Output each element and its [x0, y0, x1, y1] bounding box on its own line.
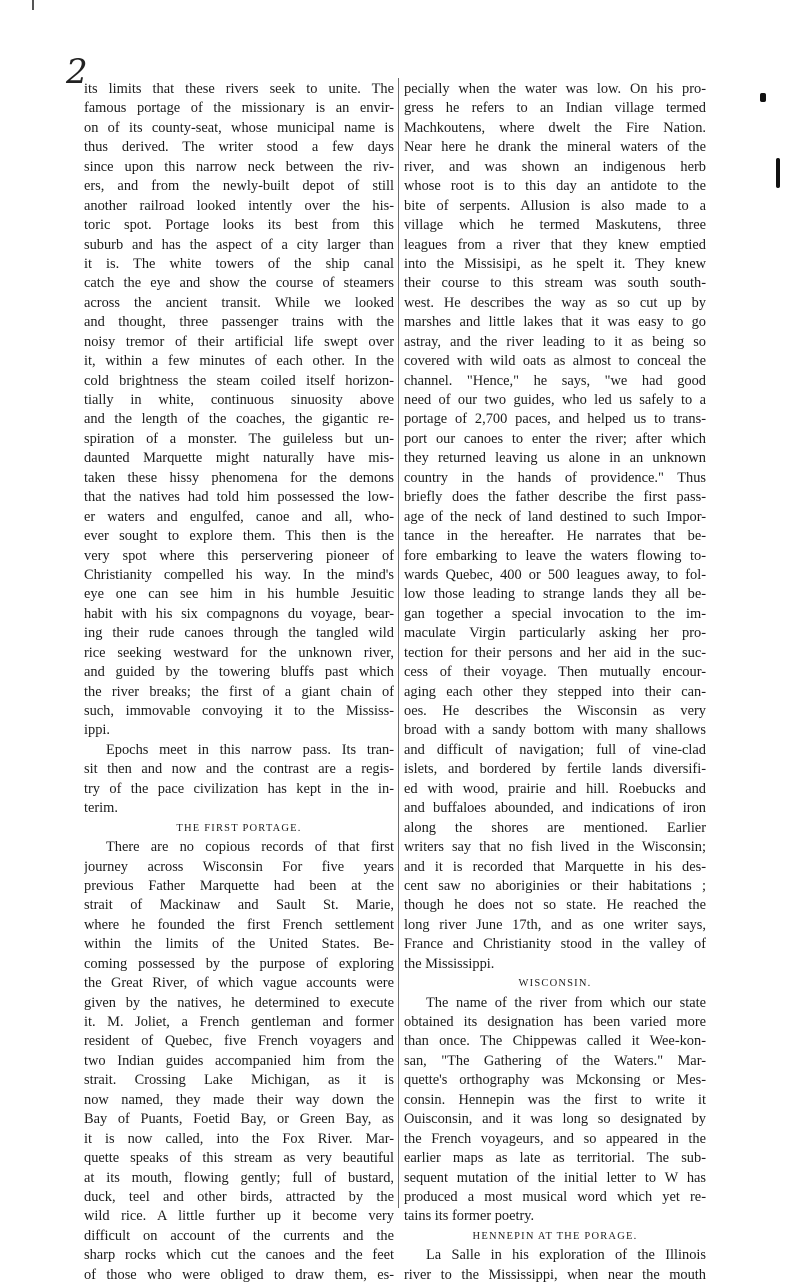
text-line: bite of serpents. Allusion is also made to a — [404, 197, 706, 214]
text-line: covered with wild oats as almost to conceal the — [404, 353, 706, 370]
text-line: wards Quebec, 400 or 500 leagues away, to fol- — [404, 566, 706, 583]
text-line: now named, they made their way down the — [84, 1091, 394, 1108]
text-line: islets, and bordered by fertile lands diversifi- — [404, 761, 706, 778]
text-line: sequent mutation of the initial letter to W has — [404, 1169, 706, 1186]
text-line: Epochs meet in this narrow pass. Its tran- — [106, 741, 394, 758]
text-line: toric spot. Portage looks its best from this — [84, 217, 394, 234]
text-line: cold brightness the steam coiled itself horizon- — [84, 372, 394, 389]
text-line: taken these hissy phenomena for the demons — [84, 469, 394, 486]
text-line: at its mouth, flowing gently; full of bustard, — [84, 1169, 394, 1186]
margin-ink-mark — [760, 93, 766, 102]
text-line: low those leading to strange lands they all be- — [404, 586, 706, 603]
page-number: 2 — [66, 52, 88, 92]
text-line: the Mississippi. — [404, 955, 495, 972]
text-line: and the length of the coaches, the gigantic re- — [84, 411, 394, 428]
text-line: and guided by the towering bluffs past which — [84, 664, 394, 681]
text-line: the French voyageurs, and so appeared in the — [404, 1130, 706, 1147]
text-line: eye one can see him in his humble Jesuitic — [84, 586, 394, 603]
text-line: whose root is to this day an antidote to the — [404, 178, 706, 195]
text-line: Machkoutens, where dwelt the Fire Nation. — [404, 119, 706, 136]
text-line: fore embarking to leave the waters flowing to- — [404, 547, 706, 564]
text-line: than once. The Chippewas called it Wee-kon- — [404, 1033, 706, 1050]
text-line: given by the natives, he determined to execute — [84, 994, 394, 1011]
text-line: daunted Marquette might naturally have mis- — [84, 450, 394, 467]
text-line: earlier maps as late as territorial. The sub- — [404, 1150, 706, 1167]
text-line: spiration of a monster. The guileless but un- — [84, 430, 394, 447]
text-line: it is now called, into the Fox River. Mar- — [84, 1130, 394, 1147]
text-line: famous portage of the missionary is an envir- — [84, 100, 394, 117]
text-line: marshes and little lakes that it was easy to go — [404, 314, 706, 331]
text-line: that the natives had told him possessed the low- — [84, 489, 394, 506]
text-line: sharp rocks which cut the canoes and the feet — [84, 1247, 394, 1264]
text-line: writers say that no fish lived in the Wisconsin; — [404, 839, 706, 856]
text-line: ers, and from the newly-built depot of still — [84, 178, 394, 195]
section-heading: THE FIRST PORTAGE. — [176, 822, 302, 834]
text-line: tance in the hereafter. He narrates that be- — [404, 528, 706, 545]
text-line: the river breaks; the first of a giant chain of — [84, 683, 394, 700]
text-line: within the limits of the United States. Be- — [84, 936, 394, 953]
text-line: the Great River, of which vague accounts were — [84, 975, 394, 992]
text-line: gress he refers to an Indian village termed — [404, 100, 706, 117]
text-line: west. He describes the way as so cut up by — [404, 294, 706, 311]
text-line: on of its county-seat, whose municipal name is — [84, 119, 394, 136]
text-line: though he does not so state. He reached the — [404, 897, 706, 914]
text-line: cess of their voyage. Then mutually encour- — [404, 664, 706, 681]
text-line: thus derived. The writer stood a few days — [84, 139, 394, 156]
text-line: of those who were obliged to draw them, es- — [84, 1266, 394, 1283]
text-line: tection for their persons and her aid in the suc- — [404, 644, 706, 661]
text-line: channel. "Hence," he says, "we had good — [404, 372, 706, 389]
text-line: Near here he drank the mineral waters of the — [404, 139, 706, 156]
text-line: Ouisconsin, and it was long so designated by — [404, 1111, 706, 1128]
text-line: consin. Hennepin was the first to write it — [404, 1091, 706, 1108]
text-line: another railroad looked intently over the his- — [84, 197, 394, 214]
section-heading: WISCONSIN. — [518, 978, 592, 990]
text-line: ed with wood, prairie and hill. Roebucks and — [404, 780, 706, 797]
text-line: Christianity compelled his way. In the mind's — [84, 566, 394, 583]
text-line: oes. He describes the Wisconsin as very — [404, 703, 706, 719]
text-line: produced a most musical word which yet re- — [404, 1188, 706, 1205]
margin-ink-mark — [776, 158, 780, 188]
text-line: river, and was shown an indigenous herb — [404, 158, 706, 175]
column-divider — [398, 78, 399, 1208]
text-line: leagues from a river that they knew emptied — [404, 236, 706, 253]
text-line: difficult on account of the currents and the — [84, 1227, 394, 1244]
text-line: since upon this narrow neck between the riv- — [84, 158, 394, 175]
text-line: duck, teel and other birds, attracted by the — [84, 1188, 394, 1205]
text-line: strait of Mackinaw and Sault St. Marie, — [84, 897, 394, 914]
text-line: they returned leaving us alone in an unknown — [404, 450, 706, 467]
left-column — [84, 80, 394, 1285]
text-line: astray, and the river leading to it as being so — [404, 333, 706, 350]
text-line: and buffaloes abounded, and indications of iron — [404, 800, 706, 817]
text-line: port our canoes to enter the river; after which — [404, 430, 706, 447]
text-line: it is. The white towers of the ship canal — [84, 255, 394, 272]
text-line: sit then and now and the contrast are a regis- — [84, 761, 394, 778]
text-line: ever sought to explore them. This then is the — [84, 528, 394, 545]
text-line: broad with a sandy bottom with many shallows — [404, 722, 706, 739]
text-line: it. M. Joliet, a French gentleman and former — [84, 1014, 394, 1030]
text-line: Bay of Puants, Foetid Bay, or Green Bay, as — [84, 1111, 394, 1128]
text-line: er waters and engulfed, canoe and all, who- — [84, 508, 394, 525]
text-line: La Salle in his exploration of the Illinois — [426, 1247, 706, 1264]
text-line: noisy tremor of their artificial life swept over — [84, 333, 394, 350]
margin-rule — [32, 0, 34, 10]
text-line: tains its former poetry. — [404, 1208, 535, 1225]
text-line: cent saw no aboriginies or their habitations ; — [404, 877, 706, 894]
text-line: and difficult of navigation; full of vine-clad — [404, 741, 706, 758]
text-line: tially in white, continuous sinuosity above — [84, 392, 394, 408]
text-line: aging each other they stepped into their can- — [404, 683, 706, 700]
text-line: resident of Quebec, five French voyagers and — [84, 1033, 394, 1050]
text-line: and thought, three passenger trains with the — [84, 314, 394, 331]
text-line: There are no copious records of that first — [106, 839, 394, 856]
text-line: The name of the river from which our state — [426, 994, 706, 1011]
text-line: village which he termed Maskutens, three — [404, 217, 706, 234]
text-line: age of the neck of land destined to such Impor- — [404, 508, 706, 525]
text-line: journey across Wisconsin For five years — [84, 858, 394, 875]
text-line: and it is recorded that Marquette in his des- — [404, 858, 706, 875]
text-line: quette's orthography was Mckonsing or Mes- — [404, 1072, 706, 1089]
text-line: suburb and has the aspect of a city larger than — [84, 236, 394, 253]
text-line: ippi. — [84, 722, 110, 739]
text-line: quette speaks of this stream as very beautiful — [84, 1150, 394, 1167]
text-line: coming possessed by the purpose of exploring — [84, 955, 394, 972]
text-line: across the ancient transit. While we looked — [84, 294, 394, 311]
text-line: along the shores are mentioned. Earlier — [404, 819, 706, 836]
text-line: pecially when the water was low. On his pro- — [404, 81, 706, 97]
text-line: previous Father Marquette had been at the — [84, 877, 394, 894]
text-line: terim. — [84, 800, 118, 817]
text-line: country in the hands of providence." Thus — [404, 469, 706, 486]
text-line: catch the eye and show the course of steamers — [84, 275, 394, 292]
text-line: very spot where this perservering pioneer of — [84, 547, 394, 564]
text-line: san, "The Gathering of the Waters." Mar- — [404, 1052, 706, 1069]
text-line: habit with his six compagnons du voyage, bear- — [84, 605, 394, 622]
text-line: where he founded the first French settlement — [84, 916, 394, 933]
text-line: ing their rude canoes through the tangled wild — [84, 625, 394, 642]
text-line: rice seeking westward for the unknown river, — [84, 644, 394, 661]
text-line: strait. Crossing Lake Michigan, as it is — [84, 1072, 394, 1089]
text-line: such, immovable convoying it to the Mississ- — [84, 703, 394, 719]
text-line: into the Missisipi, as he spelt it. They knew — [404, 255, 706, 272]
text-line: wild rice. A little further up it become very — [84, 1208, 394, 1225]
text-line: its limits that these rivers seek to unite. The — [84, 81, 394, 97]
text-line: gan together a special invocation to the im- — [404, 605, 706, 622]
text-line: France and Christianity stood in the valley of — [404, 936, 706, 953]
right-column — [404, 80, 706, 1285]
text-line: long river June 17th, and as one writer says, — [404, 916, 706, 933]
text-line: their course to this stream was south south- — [404, 275, 706, 292]
text-line: portage of 2,700 paces, and helped us to trans- — [404, 411, 706, 428]
text-line: need of our two guides, who led us safely to a — [404, 392, 706, 408]
text-line: try of the pace civilization has kept in the in- — [84, 780, 394, 797]
text-line: briefly does the father describe the first pass- — [404, 489, 706, 506]
text-line: it, within a few minutes of each other. In the — [84, 353, 394, 370]
text-line: two Indian guides accompanied him from the — [84, 1052, 394, 1069]
section-heading: HENNEPIN AT THE PORAGE. — [472, 1230, 638, 1242]
text-line: maculate Virgin particularly asking her pro- — [404, 625, 706, 642]
text-line: obtained its designation has been varied more — [404, 1014, 706, 1030]
text-line: river to the Mississippi, when near the mouth — [404, 1266, 706, 1283]
